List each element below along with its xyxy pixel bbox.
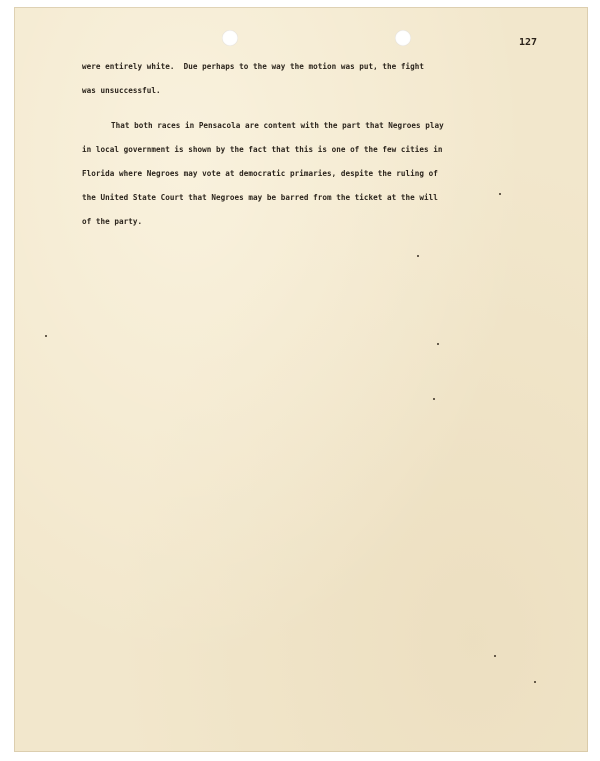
paper-speck bbox=[437, 343, 439, 345]
punch-hole-left bbox=[222, 30, 238, 46]
text-line: were entirely white. Due perhaps to the way the motion was put, the fight bbox=[82, 62, 425, 71]
text-line: the United State Court that Negroes may be barred from the ticket at the will bbox=[82, 193, 438, 202]
text-line: was unsuccessful. bbox=[82, 86, 161, 95]
paper-speck bbox=[534, 681, 536, 683]
paper-speck bbox=[499, 193, 501, 195]
typewritten-page bbox=[14, 7, 588, 752]
paragraph-first-line: That both races in Pensacola are content with the part that Negroes play bbox=[111, 121, 444, 130]
text-line: Florida where Negroes may vote at democratic primaries, despite the ruling of bbox=[82, 169, 438, 178]
paper-speck bbox=[417, 255, 419, 257]
punch-hole-right bbox=[395, 30, 411, 46]
page-number: 127 bbox=[519, 37, 538, 48]
text-line: in local government is shown by the fact that this is one of the few cities in bbox=[82, 145, 443, 154]
paper-speck bbox=[433, 398, 435, 400]
paper-speck bbox=[45, 335, 47, 337]
text-line: of the party. bbox=[82, 217, 143, 226]
paper-speck bbox=[494, 655, 496, 657]
